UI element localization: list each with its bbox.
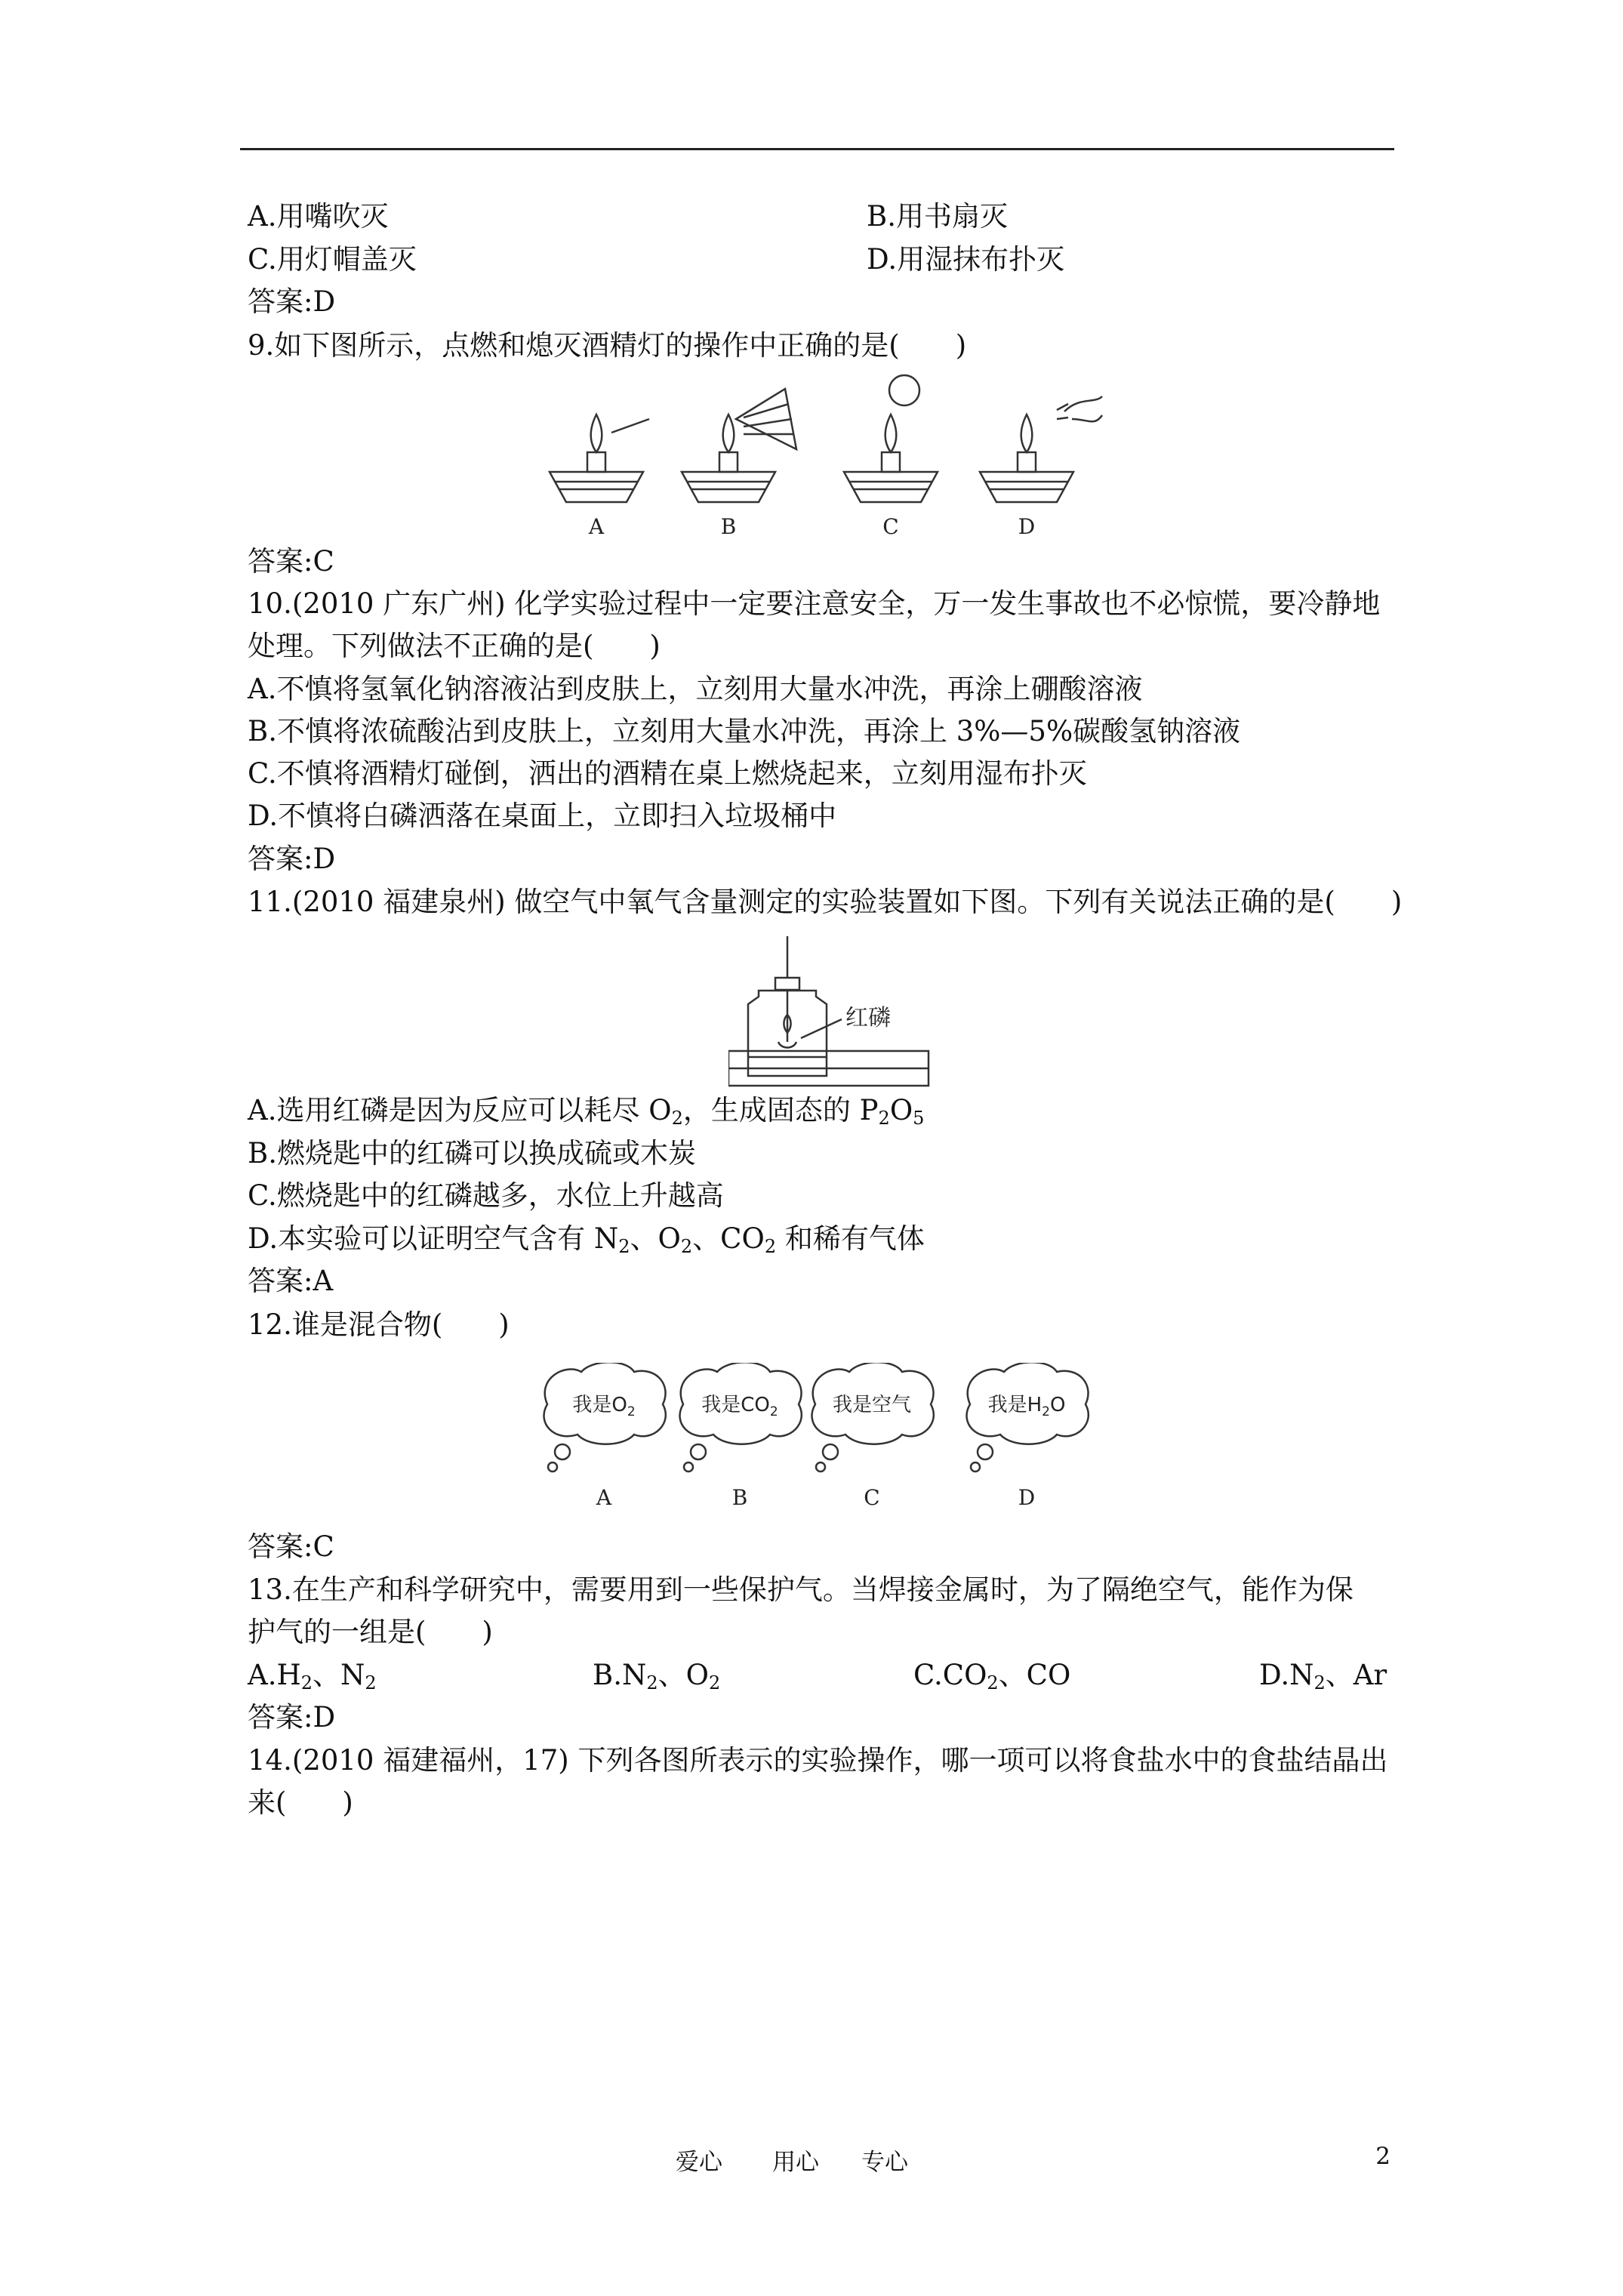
q10-option-a: A.不慎将氢氧化钠溶液沾到皮肤上，立刻用大量水冲洗，再涂上硼酸溶液 bbox=[248, 673, 1143, 705]
q9-label-d: D bbox=[1018, 514, 1036, 539]
q13-option-c: $C.CO_2$、CO bbox=[913, 1659, 1071, 1693]
q8-answer: 答案:D bbox=[248, 285, 336, 318]
footer-word-effort: 用心 bbox=[772, 2149, 819, 2176]
bubble-b-icon bbox=[680, 1363, 802, 1472]
q11-label-red-phosphorus: 红磷 bbox=[845, 1005, 891, 1031]
q12-figure-thought-bubbles bbox=[536, 1363, 1110, 1529]
bubble-a-icon bbox=[544, 1363, 666, 1472]
q13-answer: 答案:D bbox=[248, 1701, 336, 1734]
bubble-b-text: 我是$CO_2$ bbox=[701, 1394, 778, 1419]
footer-word-love: 爱心 bbox=[676, 2149, 722, 2176]
q11-figure-apparatus bbox=[728, 936, 955, 1087]
lamp-a-icon bbox=[550, 415, 649, 502]
q10-answer: 答案:D bbox=[248, 843, 336, 875]
lamp-b-icon bbox=[682, 389, 796, 502]
q8-option-a: A.用嘴吹灭 bbox=[248, 200, 389, 233]
q11-option-c: C.燃烧匙中的红磷越多，水位上升越高 bbox=[248, 1179, 724, 1212]
q10-option-b: B.不慎将浓硫酸沾到皮肤上，立刻用大量水冲洗，再涂上 3%—5%碳酸氢钠溶液 bbox=[248, 715, 1241, 747]
q13-stem-line1: 13.在生产和科学研究中，需要用到一些保护气。当焊接金属时，为了隔绝空气，能作为保 bbox=[248, 1573, 1354, 1606]
q10-option-c: C.不慎将酒精灯碰倒，洒出的酒精在桌上燃烧起来，立刻用湿布扑灭 bbox=[248, 757, 1087, 790]
q8-option-c: C.用灯帽盖灭 bbox=[248, 243, 417, 276]
bubble-d-icon bbox=[967, 1363, 1089, 1472]
q8-option-b: B.用书扇灭 bbox=[867, 200, 1008, 233]
q9-label-a: A bbox=[588, 514, 605, 539]
q9-figure-alcohol-lamps bbox=[544, 374, 1117, 547]
lamp-d-icon bbox=[980, 396, 1102, 502]
q12-label-d: D bbox=[1018, 1485, 1036, 1510]
q12-answer: 答案:C bbox=[248, 1530, 334, 1563]
q9-stem: 9.如下图所示，点燃和熄灭酒精灯的操作中正确的是( ) bbox=[248, 329, 967, 362]
q13-option-b: $B.N_2$、$O_2$ bbox=[593, 1659, 721, 1693]
bubble-c-icon bbox=[812, 1363, 934, 1472]
bubble-a-text: 我是$O_2$ bbox=[572, 1394, 636, 1419]
q12-label-a: A bbox=[596, 1485, 612, 1510]
q10-stem-line1: 10.(2010 广东广州) 化学实验过程中一定要注意安全，万一发生事故也不必惊慌，要冷静地 bbox=[248, 587, 1381, 620]
q9-answer: 答案:C bbox=[248, 545, 334, 578]
q9-label-c: C bbox=[882, 514, 899, 539]
header-rule bbox=[240, 148, 1394, 150]
bubble-d-text: 我是$H_2O$ bbox=[987, 1394, 1066, 1419]
q13-stem-line2: 护气的一组是( ) bbox=[248, 1616, 493, 1648]
q11-answer: 答案:A bbox=[248, 1265, 334, 1297]
q10-stem-line2: 处理。下列做法不正确的是( ) bbox=[248, 630, 661, 662]
q8-option-d: D.用湿抹布扑灭 bbox=[867, 243, 1065, 276]
q13-option-a: $A.H_2$、$N_2$ bbox=[248, 1659, 377, 1693]
q10-option-d: D.不慎将白磷洒落在桌面上，立即扫入垃圾桶中 bbox=[248, 800, 837, 832]
q12-stem: 12.谁是混合物( ) bbox=[248, 1308, 510, 1341]
q11-stem: 11.(2010 福建泉州) 做空气中氧气含量测定的实验装置如下图。下列有关说法正确的是( ) bbox=[248, 886, 1403, 918]
q9-label-b: B bbox=[720, 514, 737, 539]
q12-label-c: C bbox=[864, 1485, 880, 1510]
bubble-c-text: 我是空气 bbox=[832, 1394, 912, 1416]
q14-stem-line1: 14.(2010 福建福州，17) 下列各图所表示的实验操作，哪一项可以将食盐水中的食盐结晶出 bbox=[248, 1744, 1388, 1777]
q11-option-d: D.本实验可以证明空气含有 $N_2$、$O_2$、$CO_2$ 和稀有气体 bbox=[248, 1222, 925, 1257]
lamp-c-icon bbox=[844, 375, 938, 502]
q12-label-b: B bbox=[731, 1485, 748, 1510]
page-number: 2 bbox=[1375, 2143, 1390, 2170]
q11-option-a: A.选用红磷是因为反应可以耗尽 $O_2$，生成固态的 $P_2O_5$ bbox=[248, 1094, 925, 1129]
footer-word-focus: 专心 bbox=[861, 2149, 908, 2176]
q14-stem-line2: 来( ) bbox=[248, 1786, 353, 1819]
q11-option-b: B.燃烧匙中的红磷可以换成硫或木炭 bbox=[248, 1137, 696, 1170]
q13-option-d: $D.N_2$、Ar bbox=[1259, 1659, 1387, 1693]
